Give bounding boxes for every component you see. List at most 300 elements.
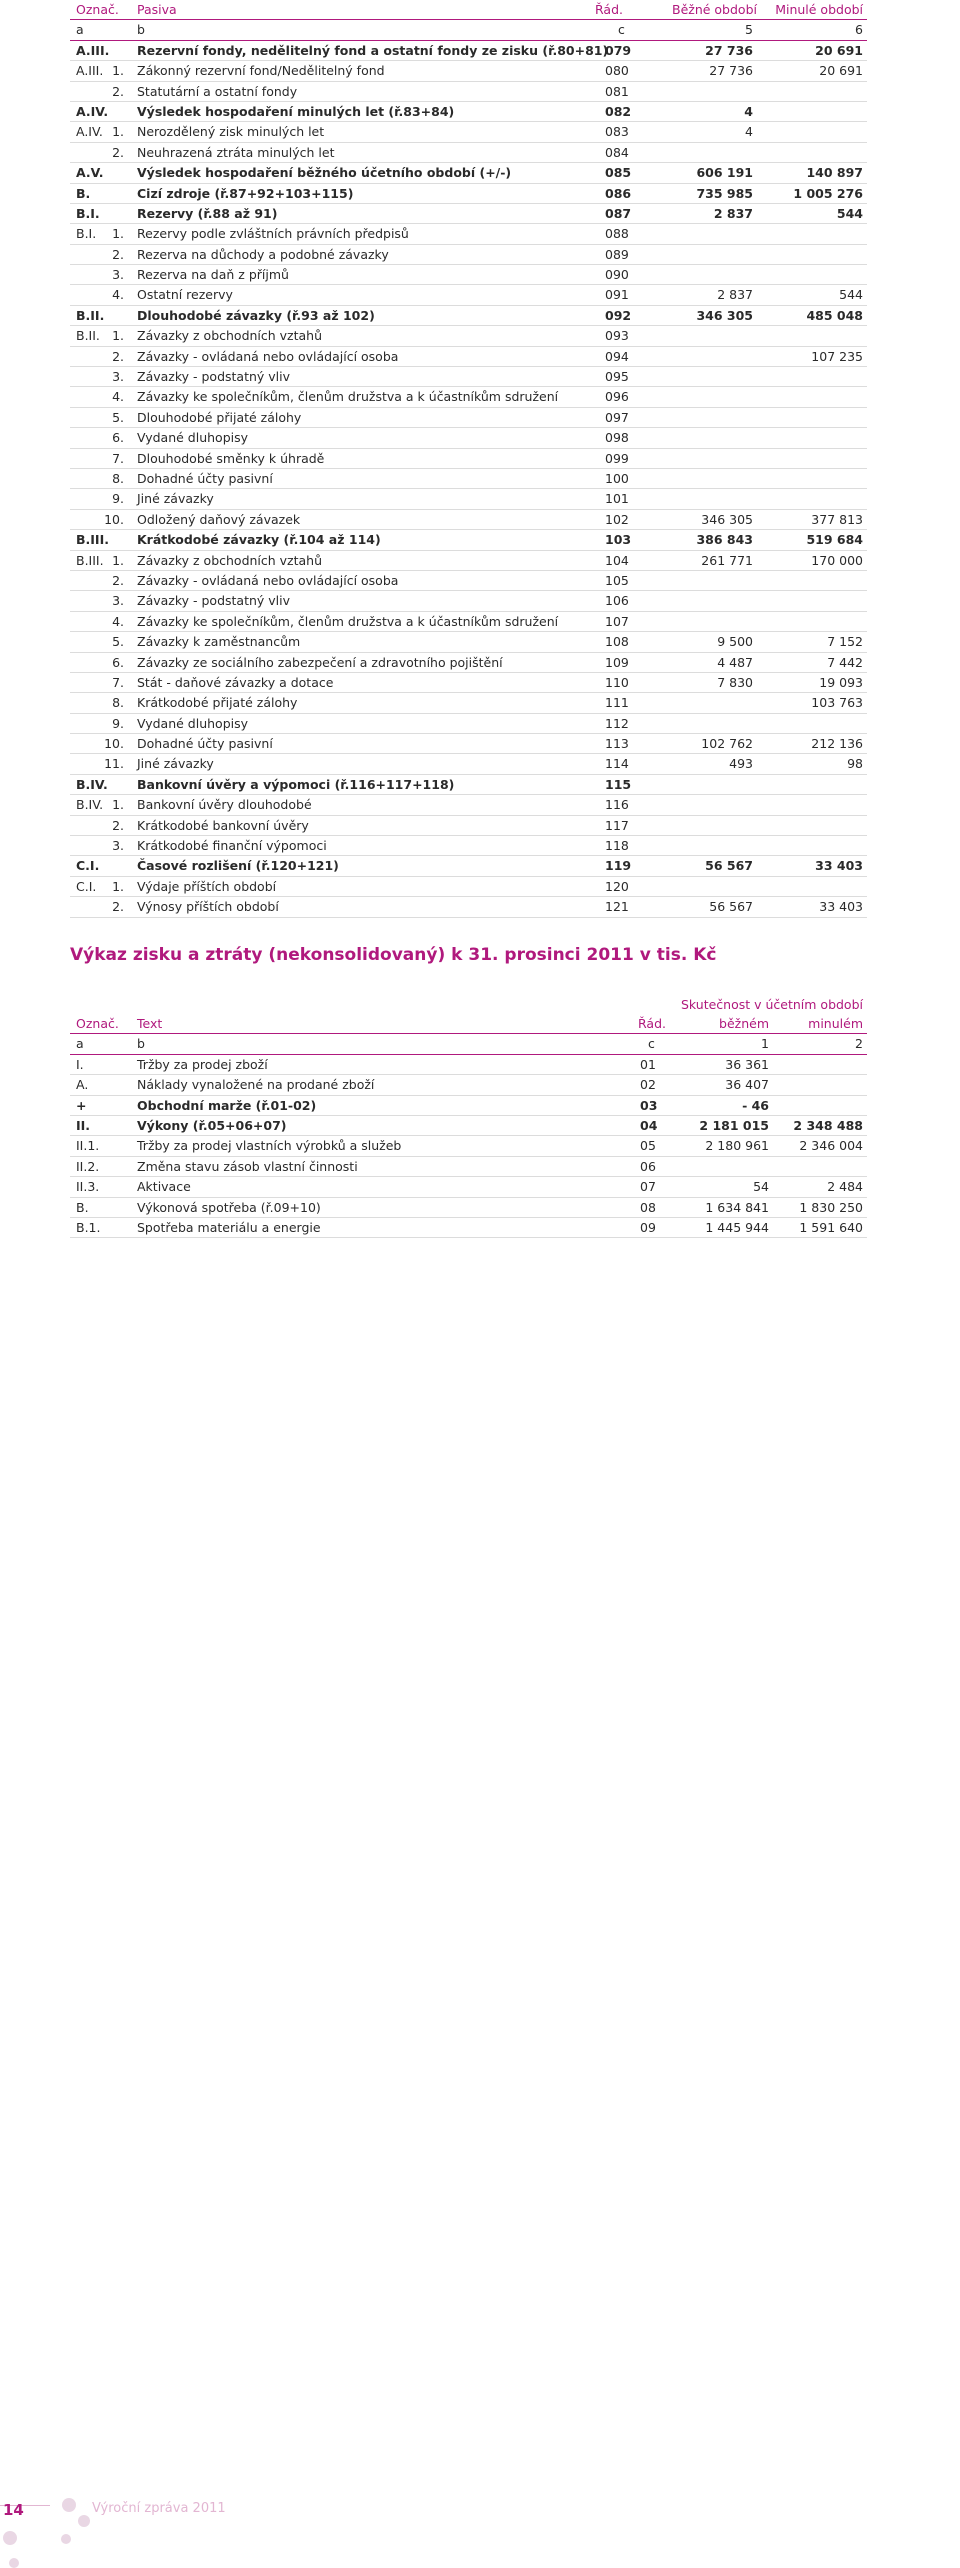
row-line-number: 119	[605, 858, 632, 874]
row-current-value: 493	[729, 756, 753, 772]
row-number: 1.	[112, 124, 124, 140]
row-line-number: 103	[605, 532, 632, 548]
row-line-number: 099	[605, 450, 629, 466]
row-text: Ostatní rezervy	[137, 287, 233, 303]
row-previous-value: 1 005 276	[793, 185, 863, 201]
row-text: Bankovní úvěry a výpomoci (ř.116+117+118)	[137, 776, 455, 792]
row-current-value: 2 181 015	[699, 1117, 769, 1133]
row-text: Výdaje příštích období	[137, 878, 277, 894]
row-line-number: 07	[640, 1179, 656, 1195]
row-number: 10.	[104, 736, 124, 752]
table-row	[70, 326, 867, 346]
row-text: Krátkodobé finanční výpomoci	[137, 838, 327, 854]
row-text: Rezervy (ř.88 až 91)	[137, 205, 278, 221]
row-current-value: 27 736	[705, 42, 753, 58]
index-c: c	[648, 1036, 655, 1052]
row-code: II.	[76, 1117, 91, 1133]
col-header-rad: Řád.	[595, 2, 623, 17]
table-index-row	[70, 20, 867, 40]
col-header-text: Text	[137, 1016, 163, 1031]
table-row	[70, 347, 867, 367]
income-statement-table	[70, 1014, 867, 1238]
row-code: B.	[76, 185, 91, 201]
table-row	[70, 1177, 867, 1197]
row-current-value: 7 830	[717, 674, 753, 690]
table-row	[70, 1096, 867, 1116]
col-header-current: běžném	[719, 1016, 769, 1031]
row-text: Bankovní úvěry dlouhodobé	[137, 797, 312, 813]
row-current-value: 606 191	[696, 165, 753, 181]
row-line-number: 098	[605, 430, 629, 446]
row-line-number: 107	[605, 613, 629, 629]
table-row	[70, 224, 867, 244]
row-number: 2.	[112, 246, 124, 262]
table-row	[70, 428, 867, 448]
index-b: b	[137, 1036, 145, 1052]
row-line-number: 083	[605, 124, 629, 140]
table-row	[70, 489, 867, 509]
row-number: 2.	[112, 144, 124, 160]
table-row	[70, 551, 867, 571]
row-line-number: 120	[605, 878, 629, 894]
table-row	[70, 795, 867, 815]
row-number: 8.	[112, 695, 124, 711]
row-line-number: 03	[640, 1097, 658, 1113]
table-row	[70, 673, 867, 693]
row-text: Tržby za prodej vlastních výrobků a služeb	[137, 1138, 402, 1154]
row-previous-value: 33 403	[815, 858, 863, 874]
row-previous-value: 2 484	[827, 1179, 863, 1195]
row-number: 5.	[112, 634, 124, 650]
row-line-number: 121	[605, 899, 629, 915]
table-row	[70, 734, 867, 754]
row-line-number: 092	[605, 307, 632, 323]
row-number: 6.	[112, 654, 124, 670]
row-current-value: 102 762	[701, 736, 753, 752]
index-col2: 6	[855, 22, 863, 38]
row-line-number: 089	[605, 246, 629, 262]
row-code: B.IV.	[76, 797, 104, 813]
row-line-number: 084	[605, 144, 629, 160]
row-text: Nerozdělený zisk minulých let	[137, 124, 325, 140]
row-text: Závazky k zaměstnancům	[137, 634, 301, 650]
table-row	[70, 204, 867, 224]
row-text: Závazky - ovládaná nebo ovládající osoba	[137, 572, 399, 588]
col-header-text: Pasiva	[137, 2, 177, 17]
row-code: B.I.	[76, 205, 100, 221]
row-number: 10.	[104, 511, 124, 527]
table-row	[70, 245, 867, 265]
row-text: Tržby za prodej zboží	[137, 1056, 268, 1072]
row-text: Závazky z obchodních vztahů	[137, 328, 323, 344]
row-line-number: 06	[640, 1158, 656, 1174]
table-row	[70, 82, 867, 102]
row-number: 4.	[112, 613, 124, 629]
row-number: 9.	[112, 491, 124, 507]
row-line-number: 093	[605, 328, 629, 344]
row-text: Spotřeba materiálu a energie	[137, 1219, 321, 1235]
row-number: 1.	[112, 328, 124, 344]
row-code: B.IV.	[76, 776, 108, 792]
row-text: Statutární a ostatní fondy	[137, 83, 298, 99]
row-text: Dlouhodobé závazky (ř.93 až 102)	[137, 307, 375, 323]
row-line-number: 108	[605, 634, 629, 650]
table-row	[70, 693, 867, 713]
table-row	[70, 1157, 867, 1177]
row-line-number: 116	[605, 797, 629, 813]
row-text: Stát - daňové závazky a dotace	[137, 674, 334, 690]
table-row	[70, 143, 867, 163]
row-line-number: 094	[605, 348, 629, 364]
row-number: 1.	[112, 878, 124, 894]
row-number: 8.	[112, 470, 124, 486]
row-number: 7.	[112, 674, 124, 690]
row-current-value: 56 567	[705, 858, 753, 874]
row-number: 11.	[104, 756, 124, 772]
row-code: A.III.	[76, 63, 104, 79]
row-number: 1.	[112, 552, 124, 568]
row-text: Závazky - podstatný vliv	[137, 593, 291, 609]
index-a: a	[76, 1036, 84, 1052]
row-code: B.I.	[76, 226, 97, 242]
index-a: a	[76, 22, 84, 38]
balance-sheet-liabilities-table	[70, 0, 867, 918]
row-code: II.2.	[76, 1158, 100, 1174]
row-code: B.II.	[76, 307, 105, 323]
index-b: b	[137, 22, 145, 38]
row-text: Krátkodobé přijaté zálohy	[137, 695, 298, 711]
index-c: c	[618, 22, 625, 38]
row-line-number: 114	[605, 756, 629, 772]
col-header-previous: Minulé období	[775, 2, 863, 17]
row-line-number: 115	[605, 776, 632, 792]
table-row	[70, 1116, 867, 1136]
row-line-number: 080	[605, 63, 629, 79]
row-line-number: 111	[605, 695, 629, 711]
row-current-value: 346 305	[701, 511, 753, 527]
index-col1: 1	[761, 1036, 769, 1052]
row-text: Rezervní fondy, nedělitelný fond a ostatní fondy ze zisku (ř.80+81)	[137, 42, 609, 58]
row-code: A.V.	[76, 165, 104, 181]
index-col1: 5	[745, 22, 753, 38]
row-current-value: 386 843	[696, 532, 753, 548]
row-text: Dlouhodobé přijaté zálohy	[137, 409, 302, 425]
row-number: 6.	[112, 430, 124, 446]
row-text: Změna stavu zásob vlastní činnosti	[137, 1158, 358, 1174]
row-text: Výkonová spotřeba (ř.09+10)	[137, 1199, 321, 1215]
row-line-number: 109	[605, 654, 629, 670]
decorative-dot	[3, 2531, 17, 2545]
row-current-value: 54	[753, 1179, 769, 1195]
row-code: B.II.	[76, 328, 100, 344]
row-line-number: 082	[605, 103, 632, 119]
row-previous-value: 212 136	[811, 736, 863, 752]
row-number: 4.	[112, 389, 124, 405]
table-row	[70, 265, 867, 285]
row-current-value: 261 771	[701, 552, 753, 568]
row-line-number: 01	[640, 1056, 656, 1072]
table-row	[70, 1198, 867, 1218]
table-row	[70, 816, 867, 836]
row-line-number: 104	[605, 552, 629, 568]
row-text: Závazky - ovládaná nebo ovládající osoba	[137, 348, 399, 364]
table-row	[70, 163, 867, 183]
row-line-number: 08	[640, 1199, 656, 1215]
row-line-number: 079	[605, 42, 632, 58]
row-number: 9.	[112, 715, 124, 731]
row-code: A.III.	[76, 42, 110, 58]
row-current-value: 36 361	[725, 1056, 769, 1072]
row-text: Jiné závazky	[137, 491, 214, 507]
table-row	[70, 836, 867, 856]
table-row	[70, 632, 867, 652]
table-index-row	[70, 1034, 867, 1054]
row-code: A.	[76, 1077, 89, 1093]
row-line-number: 04	[640, 1117, 658, 1133]
row-line-number: 110	[605, 674, 629, 690]
row-previous-value: 1 591 640	[799, 1219, 863, 1235]
table-row	[70, 449, 867, 469]
row-text: Neuhrazená ztráta minulých let	[137, 144, 335, 160]
row-number: 3.	[112, 369, 124, 385]
row-text: Odložený daňový závazek	[137, 511, 301, 527]
row-current-value: 735 985	[696, 185, 753, 201]
row-previous-value: 7 442	[827, 654, 863, 670]
row-line-number: 118	[605, 838, 629, 854]
row-text: Krátkodobé závazky (ř.104 až 114)	[137, 532, 381, 548]
row-number: 2.	[112, 817, 124, 833]
table-row	[70, 408, 867, 428]
row-line-number: 096	[605, 389, 629, 405]
row-previous-value: 33 403	[819, 899, 863, 915]
table-row	[70, 184, 867, 204]
row-current-value: 1 634 841	[705, 1199, 769, 1215]
row-number: 3.	[112, 593, 124, 609]
row-line-number: 088	[605, 226, 629, 242]
table-row	[70, 61, 867, 81]
footer-report-title: Výroční zpráva 2011	[92, 2501, 226, 2516]
row-previous-value: 103 763	[811, 695, 863, 711]
row-previous-value: 7 152	[827, 634, 863, 650]
row-code: C.I.	[76, 878, 97, 894]
row-code: C.I.	[76, 858, 100, 874]
col-header-oznac: Označ.	[76, 1016, 119, 1031]
table-row	[70, 1055, 867, 1075]
row-text: Zákonný rezervní fond/Nedělitelný fond	[137, 63, 385, 79]
table-row	[70, 387, 867, 407]
row-number: 3.	[112, 267, 124, 283]
table-row	[70, 653, 867, 673]
row-previous-value: 544	[836, 205, 863, 221]
row-text: Výnosy příštích období	[137, 899, 279, 915]
row-number: 2.	[112, 899, 124, 915]
table-row	[70, 1075, 867, 1095]
row-code: II.1.	[76, 1138, 100, 1154]
row-previous-value: 170 000	[811, 552, 863, 568]
col-header-previous: minulém	[808, 1016, 863, 1031]
row-code: B.	[76, 1199, 89, 1215]
row-text: Závazky ze sociálního zabezpečení a zdravotního pojištění	[137, 654, 503, 670]
row-line-number: 100	[605, 470, 629, 486]
row-code: B.III.	[76, 532, 109, 548]
row-code: +	[76, 1097, 87, 1113]
row-line-number: 101	[605, 491, 629, 507]
row-code: B.III.	[76, 552, 104, 568]
row-current-value: - 46	[742, 1097, 769, 1113]
row-number: 2.	[112, 83, 124, 99]
row-current-value: 2 180 961	[705, 1138, 769, 1154]
row-code: I.	[76, 1056, 84, 1072]
row-number: 5.	[112, 409, 124, 425]
row-previous-value: 19 093	[819, 674, 863, 690]
row-line-number: 085	[605, 165, 632, 181]
page-footer	[0, 1244, 960, 2519]
row-number: 7.	[112, 450, 124, 466]
row-code: A.IV.	[76, 103, 109, 119]
row-code: II.3.	[76, 1179, 100, 1195]
column-group-header: Skutečnost v účetním období	[680, 997, 863, 1012]
row-current-value: 27 736	[709, 63, 753, 79]
row-previous-value: 519 684	[806, 532, 863, 548]
row-current-value: 1 445 944	[705, 1219, 769, 1235]
row-text: Aktivace	[137, 1179, 191, 1195]
row-line-number: 091	[605, 287, 629, 303]
row-current-value: 9 500	[717, 634, 753, 650]
table-row	[70, 510, 867, 530]
row-text: Rezervy podle zvláštních právních předpisů	[137, 226, 409, 242]
index-col2: 2	[855, 1036, 863, 1052]
row-number: 4.	[112, 287, 124, 303]
row-text: Dohadné účty pasivní	[137, 470, 273, 486]
row-current-value: 56 567	[709, 899, 753, 915]
table-row	[70, 591, 867, 611]
table-row	[70, 41, 867, 61]
row-line-number: 05	[640, 1138, 656, 1154]
row-number: 1.	[112, 797, 124, 813]
row-text: Dlouhodobé směnky k úhradě	[137, 450, 325, 466]
section-title: Výkaz zisku a ztráty (nekonsolidovaný) k 31. prosinci 2011 v tis. Kč	[70, 945, 717, 965]
row-text: Závazky z obchodních vztahů	[137, 552, 323, 568]
row-current-value: 4	[744, 103, 753, 119]
row-previous-value: 98	[847, 756, 863, 772]
row-line-number: 102	[605, 511, 629, 527]
row-number: 3.	[112, 838, 124, 854]
row-line-number: 086	[605, 185, 632, 201]
row-text: Výsledek hospodaření minulých let (ř.83+84)	[137, 103, 455, 119]
row-text: Rezerva na daň z příjmů	[137, 267, 289, 283]
row-line-number: 112	[605, 715, 629, 731]
table-row	[70, 367, 867, 387]
decorative-dot	[61, 2534, 71, 2544]
table-row	[70, 285, 867, 305]
row-code: B.1.	[76, 1219, 101, 1235]
row-previous-value: 544	[839, 287, 863, 303]
row-line-number: 106	[605, 593, 629, 609]
row-text: Rezerva na důchody a podobné závazky	[137, 246, 389, 262]
row-line-number: 02	[640, 1077, 656, 1093]
table-row	[70, 877, 867, 897]
table-row	[70, 856, 867, 876]
row-line-number: 113	[605, 736, 629, 752]
row-previous-value: 2 346 004	[799, 1138, 863, 1154]
row-previous-value: 377 813	[811, 511, 863, 527]
row-previous-value: 1 830 250	[799, 1199, 863, 1215]
row-number: 1.	[112, 226, 124, 242]
row-text: Závazky ke společníkům, členům družstva a k účastníkům sdružení	[137, 389, 559, 405]
row-line-number: 090	[605, 267, 629, 283]
row-number: 1.	[112, 63, 124, 79]
col-header-oznac: Označ.	[76, 2, 119, 17]
table-row	[70, 612, 867, 632]
table-row	[70, 122, 867, 142]
row-current-value: 4	[745, 124, 753, 140]
row-current-value: 2 837	[717, 287, 753, 303]
row-line-number: 09	[640, 1219, 656, 1235]
row-text: Časové rozlišení (ř.120+121)	[137, 858, 339, 874]
decorative-dot	[62, 2498, 76, 2512]
row-text: Závazky ke společníkům, členům družstva a k účastníkům sdružení	[137, 613, 559, 629]
row-line-number: 095	[605, 369, 629, 385]
table-row	[70, 306, 867, 326]
decorative-dot	[78, 2515, 90, 2527]
row-text: Vydané dluhopisy	[137, 430, 249, 446]
row-line-number: 105	[605, 572, 629, 588]
row-number: 2.	[112, 572, 124, 588]
decorative-dot	[9, 2558, 19, 2568]
row-text: Vydané dluhopisy	[137, 715, 249, 731]
row-current-value: 346 305	[696, 307, 753, 323]
row-current-value: 4 487	[717, 654, 753, 670]
table-header	[70, 1014, 867, 1034]
row-line-number: 087	[605, 205, 632, 221]
row-current-value: 36 407	[725, 1077, 769, 1093]
row-text: Náklady vynaložené na prodané zboží	[137, 1077, 375, 1093]
row-text: Obchodní marže (ř.01-02)	[137, 1097, 317, 1113]
table-row	[70, 1136, 867, 1156]
table-row	[70, 714, 867, 734]
row-text: Jiné závazky	[137, 756, 214, 772]
row-text: Závazky - podstatný vliv	[137, 369, 291, 385]
table-header	[70, 0, 867, 20]
table-row	[70, 754, 867, 774]
col-header-current: Běžné období	[672, 2, 757, 17]
col-header-rad: Řád.	[638, 1016, 666, 1031]
row-text: Krátkodobé bankovní úvěry	[137, 817, 309, 833]
table-row	[70, 775, 867, 795]
table-row	[70, 897, 867, 917]
row-text: Výsledek hospodaření běžného účetního období (+/-)	[137, 165, 512, 181]
table-row	[70, 102, 867, 122]
row-text: Výkony (ř.05+06+07)	[137, 1117, 287, 1133]
row-number: 2.	[112, 348, 124, 364]
page-number: 14	[3, 2501, 24, 2519]
table-row	[70, 530, 867, 550]
row-line-number: 097	[605, 409, 629, 425]
row-previous-value: 140 897	[806, 165, 863, 181]
row-previous-value: 2 348 488	[793, 1117, 863, 1133]
row-line-number: 081	[605, 83, 629, 99]
row-current-value: 2 837	[713, 205, 753, 221]
row-text: Dohadné účty pasivní	[137, 736, 273, 752]
table-row	[70, 571, 867, 591]
row-text: Cizí zdroje (ř.87+92+103+115)	[137, 185, 354, 201]
row-line-number: 117	[605, 817, 629, 833]
table-row	[70, 469, 867, 489]
row-previous-value: 485 048	[806, 307, 863, 323]
row-previous-value: 20 691	[815, 42, 863, 58]
table-row	[70, 1218, 867, 1238]
row-code: A.IV.	[76, 124, 103, 140]
